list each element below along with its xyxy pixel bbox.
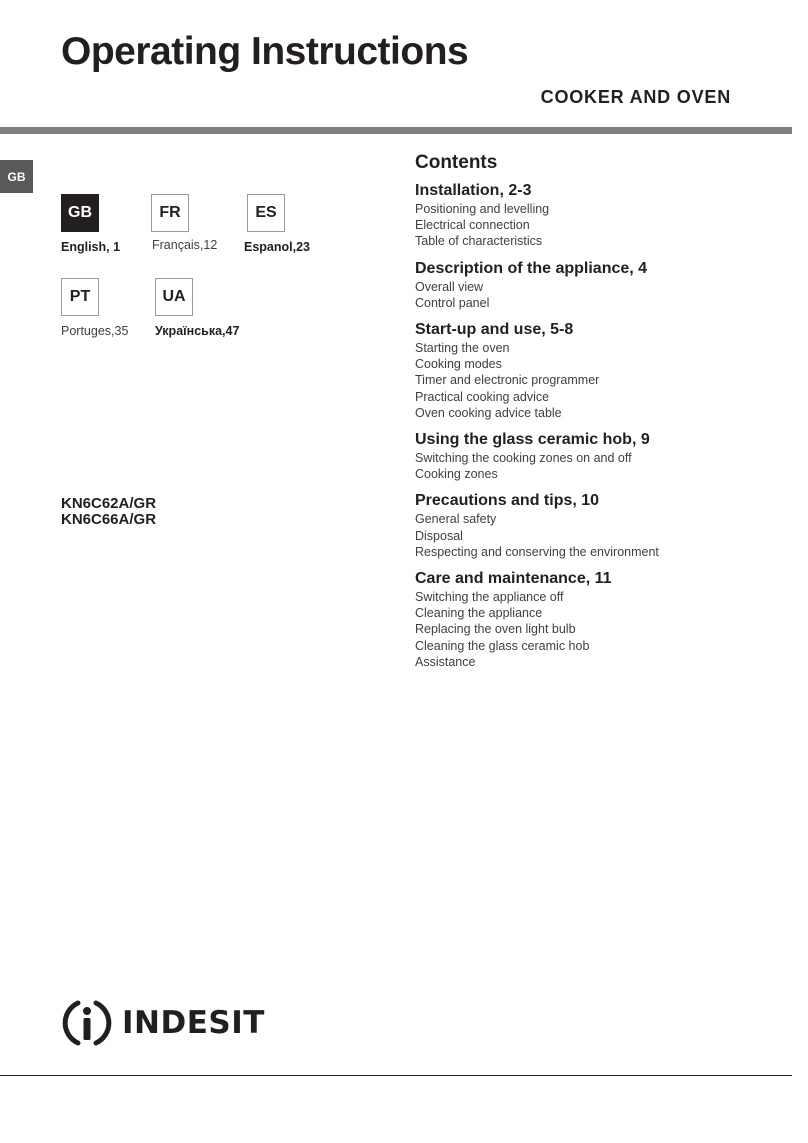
top-divider <box>0 127 792 134</box>
language-caption-gb: English, 1 <box>61 240 121 254</box>
section-heading[interactable]: Using the glass ceramic hob, 9 <box>415 431 650 449</box>
section-item[interactable]: Switching the cooking zones on and off <box>415 451 632 466</box>
section-item[interactable]: Cooking modes <box>415 357 502 372</box>
section-heading[interactable]: Care and maintenance, 11 <box>415 570 612 588</box>
language-box-pt[interactable]: PT <box>61 278 99 316</box>
bottom-divider <box>0 1075 792 1076</box>
language-caption-ua: Українська,47 <box>155 324 240 338</box>
contents-title: Contents <box>415 152 498 173</box>
section-item[interactable]: Timer and electronic programmer <box>415 373 600 388</box>
section-item[interactable]: Starting the oven <box>415 341 510 356</box>
language-side-tab: GB <box>0 160 33 193</box>
brand-logo <box>60 996 265 1050</box>
section-item[interactable]: Cooking zones <box>415 467 498 482</box>
page-subtitle: COOKER AND OVEN <box>540 87 731 107</box>
language-caption-es: Espanol,23 <box>244 240 310 254</box>
section-item[interactable]: General safety <box>415 512 497 527</box>
section-item[interactable]: Overall view <box>415 279 484 294</box>
contents-section-description <box>415 259 795 311</box>
section-heading[interactable]: Start-up and use, 5-8 <box>415 321 574 339</box>
language-box-gb[interactable]: GB <box>61 194 99 232</box>
section-item[interactable]: Table of characteristics <box>415 234 543 249</box>
section-item[interactable]: Respecting and conserving the environment <box>415 544 659 559</box>
section-item[interactable]: Replacing the oven light bulb <box>415 622 576 637</box>
language-box-fr[interactable]: FR <box>151 194 189 232</box>
language-box-ua[interactable]: UA <box>155 278 193 316</box>
indesit-logo-icon <box>60 996 114 1050</box>
brand-name: INDESIT <box>122 1005 265 1041</box>
section-item[interactable]: Control panel <box>415 295 490 310</box>
section-item[interactable]: Disposal <box>415 528 463 543</box>
table-of-contents <box>415 152 795 679</box>
language-box-es[interactable]: ES <box>247 194 285 232</box>
model-number: KN6C62A/GR <box>61 495 157 512</box>
section-item[interactable]: Assistance <box>415 654 476 669</box>
section-heading[interactable]: Precautions and tips, 10 <box>415 492 600 510</box>
contents-section-installation <box>415 181 795 250</box>
section-heading[interactable]: Installation, 2-3 <box>415 182 532 199</box>
model-number: KN6C66A/GR <box>61 511 157 528</box>
language-caption-fr: Français,12 <box>152 238 218 252</box>
section-item[interactable]: Practical cooking advice <box>415 389 550 404</box>
contents-section-care <box>415 569 795 670</box>
section-item[interactable]: Positioning and levelling <box>415 202 550 216</box>
section-item[interactable]: Switching the appliance off <box>415 590 564 605</box>
language-caption-pt: Portuges,35 <box>61 324 129 338</box>
section-heading[interactable]: Description of the appliance, 4 <box>415 259 648 277</box>
section-item[interactable]: Cleaning the appliance <box>415 606 543 621</box>
contents-section-startup <box>415 320 795 421</box>
section-item[interactable]: Oven cooking advice table <box>415 405 562 420</box>
contents-section-precautions <box>415 491 795 560</box>
section-item[interactable]: Electrical connection <box>415 218 530 233</box>
page-title: Operating Instructions <box>61 30 469 73</box>
section-item[interactable]: Cleaning the glass ceramic hob <box>415 638 590 653</box>
contents-section-hob <box>415 430 795 482</box>
